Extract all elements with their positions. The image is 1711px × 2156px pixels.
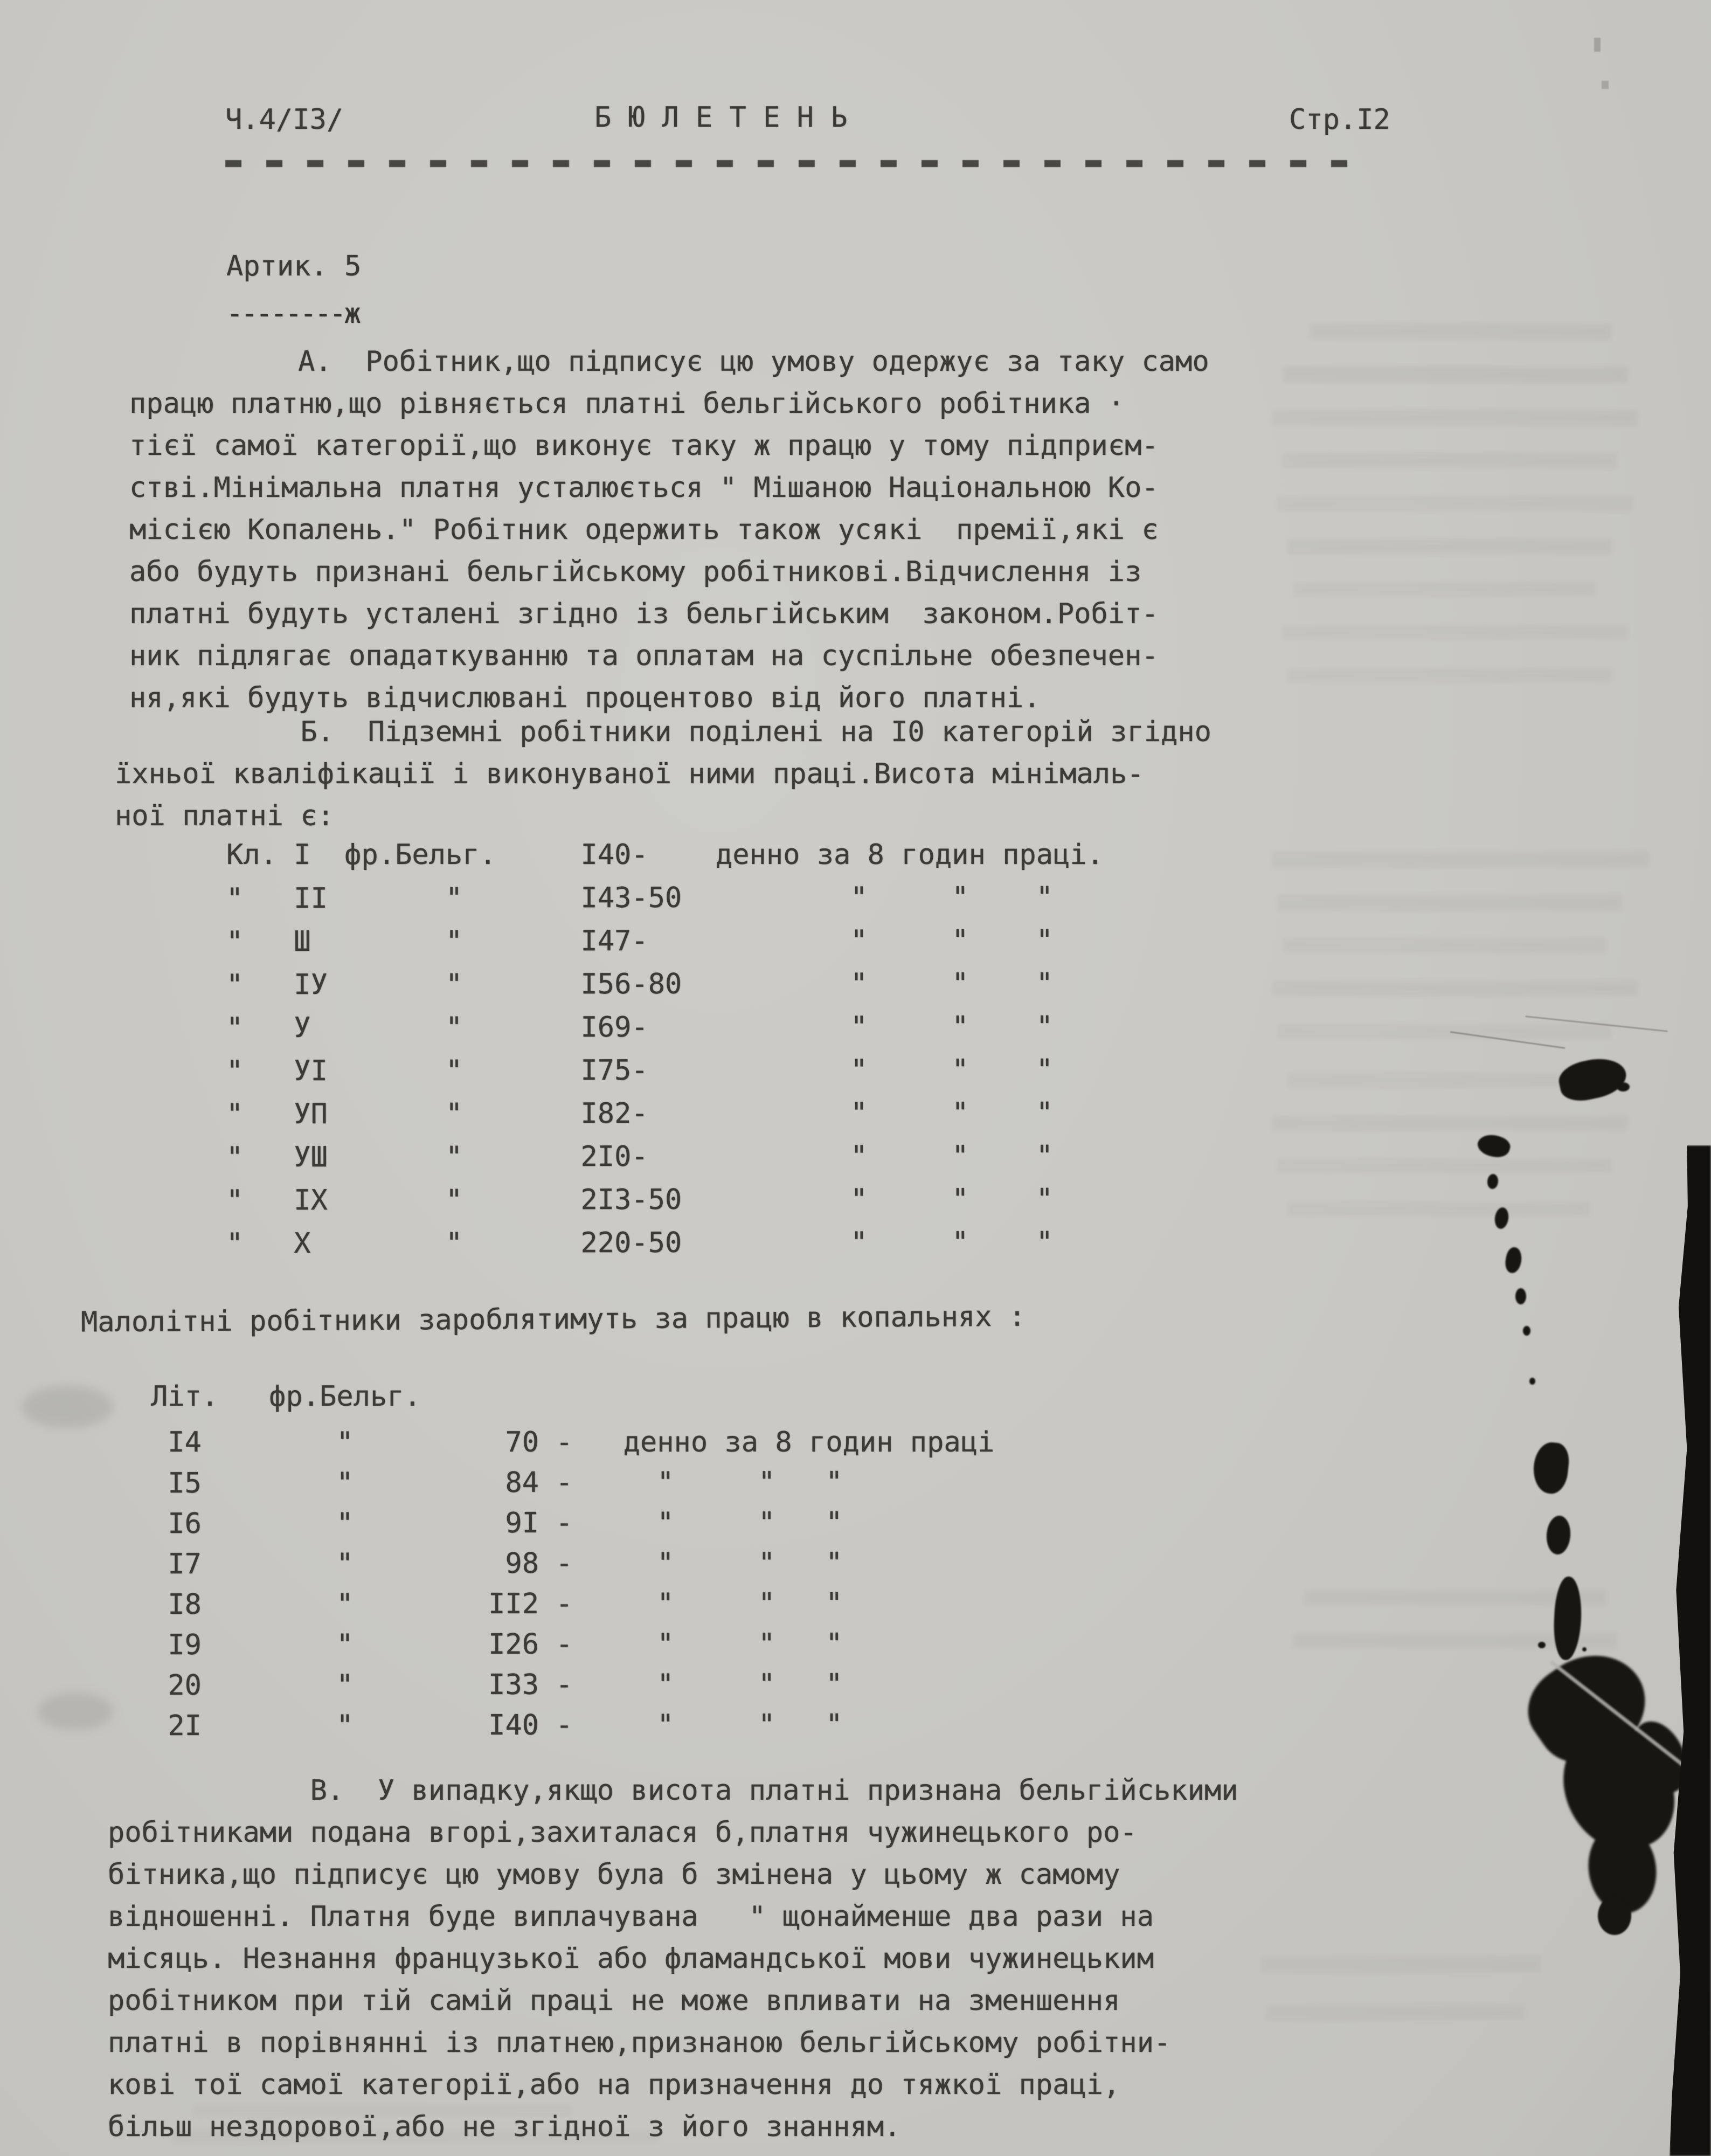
minors-table-row: І4 " 70 - денно за 8 годин праці	[151, 1426, 995, 1459]
ink-stain	[1504, 1246, 1523, 1274]
minors-table-row: 2І " І40 - " " "	[150, 1708, 843, 1743]
header-dashed-rule	[225, 160, 1350, 167]
bulletin-title: Б Ю Л Е Т Е Н Ь	[594, 101, 848, 134]
bleedthrough-smudge	[1272, 1116, 1628, 1131]
bleedthrough-smudge	[1277, 496, 1633, 511]
bleedthrough-smudge	[1288, 1073, 1580, 1088]
paragraph-a-line: А. Робітник,що підписує цю умову одержує за таку само	[129, 345, 1209, 378]
paragraph-v-line: місяць. Незнання французької або фламандської мови чужинецьким	[108, 1943, 1154, 1975]
ink-stain	[1563, 1653, 1568, 1658]
paragraph-b-line: ної платні є:	[115, 800, 334, 832]
minors-table-row: І7 " 98 - " " "	[150, 1546, 843, 1581]
ink-stain	[1556, 1053, 1630, 1105]
ink-stain	[1487, 1173, 1499, 1190]
paragraph-a-line: ник підлягає опадаткуванню та оплатам на суспільне обезпечен-	[129, 640, 1159, 672]
bleedthrough-smudge	[1288, 1202, 1590, 1216]
ink-stain	[1529, 1378, 1535, 1385]
ink-stain	[1598, 1896, 1631, 1935]
bleedthrough-smudge	[194, 2105, 572, 2117]
bleedthrough-smudge	[1266, 2005, 1526, 2020]
minors-table-header-row: Літ. фр.Бельг.	[151, 1380, 421, 1413]
ink-stain	[1617, 1082, 1630, 1091]
bleedthrough-smudge	[1293, 582, 1596, 596]
paragraph-v-line: платні в порівнянні із платнею,признаною бельгійському робітни-	[108, 2027, 1171, 2059]
paragraph-a-line: або будуть признані бельгійському робітникові.Відчислення із	[129, 556, 1142, 588]
bleedthrough-smudge	[1271, 410, 1638, 426]
bleedthrough-smudge	[1309, 323, 1611, 340]
page-number: Стр.І2	[1289, 103, 1390, 136]
paragraph-v-line: кові тої самої категорії,або на призначення до тяжкої праці,	[108, 2069, 1120, 2101]
category-table-row: " У " І69- " " "	[226, 1010, 1054, 1045]
bleedthrough-smudge	[1283, 453, 1617, 468]
bleedthrough-smudge	[1277, 1159, 1612, 1173]
minors-table-row: 20 " І33 - " " "	[150, 1668, 843, 1702]
scratch-mark	[1602, 81, 1609, 89]
paragraph-a-line: місією Копалень." Робітник одержить також усякі премії,які є	[129, 514, 1159, 546]
scan-edge-shadow	[1670, 1145, 1711, 2156]
ink-stain	[1546, 1515, 1572, 1556]
ink-stain	[1531, 1441, 1571, 1495]
bleedthrough-smudge	[1271, 852, 1649, 868]
paragraph-v-line: бітника,що підписує цю умову була б змінена у цьому ж самому	[108, 1858, 1120, 1891]
paper-smudge	[38, 1692, 113, 1730]
bleedthrough-smudge	[1288, 539, 1612, 554]
paragraph-b-line: їхньої кваліфікації і виконуваної ними праці.Висота мінімаль-	[115, 758, 1144, 790]
ink-stain	[1523, 1326, 1530, 1336]
paragraph-b-line: Б. Підземні робітники поділені на І0 категорій згідно	[115, 716, 1211, 748]
bleedthrough-smudge	[1283, 938, 1606, 953]
bleedthrough-smudge	[1277, 1024, 1612, 1039]
category-table-row: " УІ " І75- " " "	[226, 1053, 1054, 1088]
bleedthrough-smudge	[172, 2130, 658, 2143]
bleedthrough-smudge	[1277, 895, 1622, 911]
paragraph-v-line: більш нездорової,або не згідної з його знанням.	[108, 2111, 901, 2143]
category-table-row: " ІХ " 2І3-50 " " "	[226, 1183, 1054, 1217]
bleedthrough-smudge	[1282, 367, 1627, 383]
category-table-row: " II " І43-50 " " "	[226, 881, 1054, 915]
category-table-row: " УП " І82- " " "	[226, 1096, 1054, 1131]
category-table-row: " Ш " І47- " " "	[226, 924, 1054, 958]
paragraph-a-line: тієї самої категорії,що виконує таку ж працю у тому підприєм-	[129, 430, 1159, 462]
bleedthrough-smudge	[1288, 668, 1612, 682]
ink-stain	[1515, 1288, 1526, 1304]
issue-number: Ч.4/ІЗ/	[225, 103, 344, 136]
ink-stain	[1538, 1642, 1546, 1648]
category-table-header-row: Кл. І фр.Бельг. І40- денно за 8 годин праці.	[226, 839, 1104, 871]
ink-stain	[1582, 1647, 1587, 1651]
paragraph-a-line: ня,які будуть відчислювані процентово від його платні.	[129, 682, 1041, 714]
minors-table-row: І5 " 84 - " " "	[150, 1466, 843, 1500]
minors-intro-line: Малолітні робітники зароблятимуть за працю в копальнях :	[80, 1300, 1026, 1339]
minors-table-row: І9 " І26 - " " "	[150, 1627, 843, 1662]
paragraph-a-line: працю платню,що рівняється платні бельгійського робітника ·	[129, 388, 1125, 420]
article-heading-underline: --------ж	[226, 298, 359, 330]
paragraph-v-line: робітниками подана вгорі,захиталася б,платня чужинецького ро-	[108, 1816, 1137, 1849]
article-heading: Артик. 5	[226, 250, 362, 282]
paragraph-v-line: робітником при тій самій праці не може впливати на зменшення	[108, 1985, 1120, 2017]
paragraph-a-line: стві.Мінімальна платня усталюється " Мішаною Національною Ко-	[129, 472, 1159, 504]
paragraph-a-line: платні будуть усталені згідно із бельгійським законом.Робіт-	[129, 598, 1159, 630]
bleedthrough-smudge	[1260, 1957, 1541, 1973]
minors-table-row: І8 " ІІ2 - " " "	[150, 1587, 843, 1621]
bleedthrough-smudge	[1272, 981, 1639, 996]
category-table-row: " УШ " 2І0- " " "	[226, 1139, 1054, 1174]
paragraph-v-line: відношенні. Платня буде виплачувана " щонайменше два рази на	[108, 1901, 1154, 1933]
bleedthrough-smudge	[1283, 625, 1628, 639]
paragraph-v-line: В. У випадку,якщо висота платні признана бельгійськими	[108, 1774, 1238, 1807]
category-table-row: " Х " 220-50 " " "	[226, 1226, 1054, 1260]
category-table-row: " ІУ " І56-80 " " "	[226, 967, 1054, 1001]
scratch-mark	[1594, 38, 1601, 52]
ink-stain	[1475, 1131, 1512, 1162]
paper-smudge	[22, 1385, 113, 1428]
minors-table-row: І6 " 9І - " " "	[150, 1506, 843, 1540]
